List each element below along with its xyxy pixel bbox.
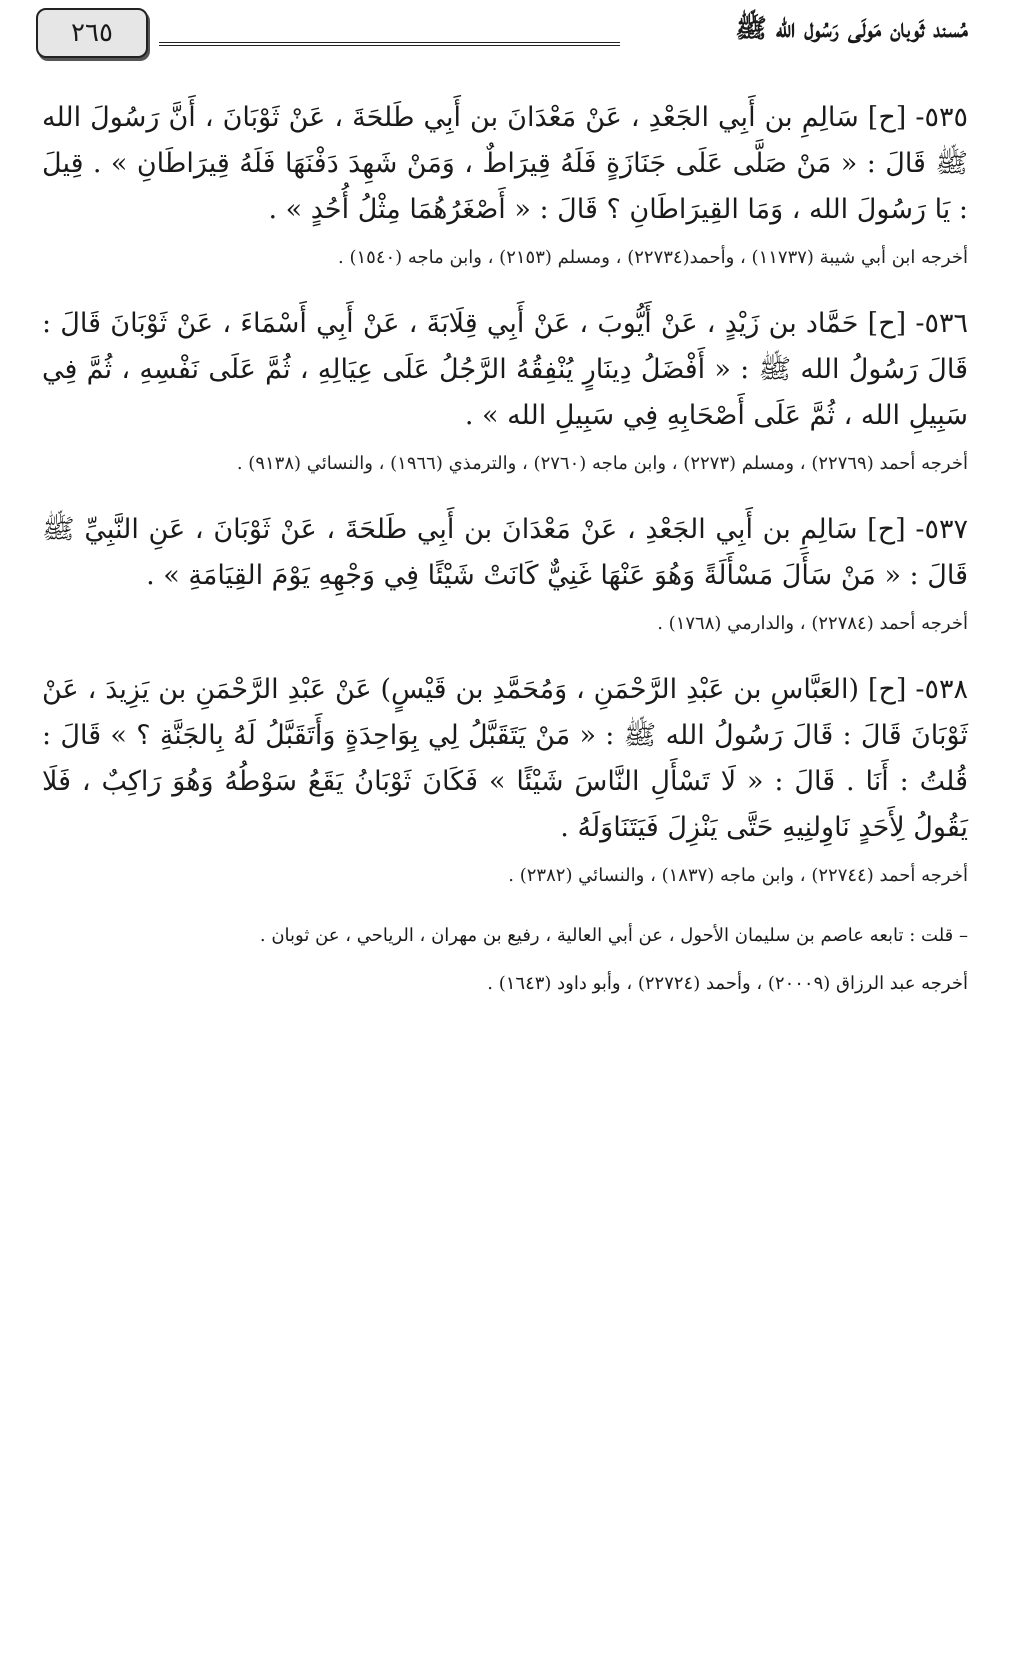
hadith-text: ٥٣٧- [ح] سَالِمِ بن أَبِي الجَعْدِ ، عَنْ مَعْدَانَ بن أَبِي طَلحَةَ ، عَنْ ثَوْبَانَ ، عَنِ النَّبِيِّ ﷺ قَالَ : « مَنْ سَأَلَ مَسْأَلَةً وَهُوَ عَنْهَا غَنِيٌّ كَانَتْ شَيْئًا فِي وَجْهِهِ يَوْمَ القِيَامَةِ » .	[42, 514, 969, 591]
hadith-text: ٥٣٥- [ح] سَالِمِ بن أَبِي الجَعْدِ ، عَنْ مَعْدَانَ بن أَبِي طَلحَةَ ، عَنْ ثَوْبَانَ ، أَنَّ رَسُولَ الله ﷺ قَالَ : « مَنْ صَلَّى عَلَى جَنَازَةٍ فَلَهُ قِيرَاطٌ ، وَمَنْ شَهِدَ دَفْنَهَا فَلَهُ قِيرَاطَانِ » . قِيلَ : يَا رَسُولَ الله ، وَمَا القِيرَاطَانِ ؟ قَالَ : « أَصْغَرُهُمَا مِثْلُ أُحُدٍ » .	[42, 102, 968, 225]
hadith-text: ٥٣٨- [ح] (العَبَّاسِ بن عَبْدِ الرَّحْمَنِ ، وَمُحَمَّدِ بن قَيْسٍ) عَنْ عَبْدِ الرَّحْمَنِ بن يَزِيدَ ، عَنْ ثَوْبَانَ قَالَ : قَالَ رَسُولُ الله ﷺ : « مَنْ يَتَقَبَّلُ لِي بِوَاحِدَةٍ وَأَتَقَبَّلُ لَهُ بِالجَنَّةِ ؟ » قَالَ : قُلتُ : أَنَا . قَالَ : « لَا تَسْأَلِ النَّاسَ شَيْئًا » فَكَانَ ثَوْبَانُ يَقَعُ سَوْطُهُ وَهُوَ رَاكِبٌ ، فَلَا يَقُولُ لِأَحَدٍ نَاوِلنِيهِ حَتَّى يَنْزِلَ فَيَتَنَاوَلَهُ .	[42, 674, 968, 843]
hadith-entry-538	[42, 667, 968, 893]
page-content	[42, 95, 968, 1001]
author-note: – قلت : تابعه عاصم بن سليمان الأحول ، عن أبي العالية ، رفيع بن مهران ، الرياحي ، عن ثوبان .	[259, 925, 968, 946]
hadith-entry-535	[42, 95, 968, 275]
final-takhrij: أخرجه عبد الرزاق (٢٠٠٠٩) ، وأحمد (٢٢٧٢٤) ، وأبو داود (١٦٤٣) .	[487, 973, 968, 994]
hadith-takhrij: أخرجه ابن أبي شيبة (١١٧٣٧) ، وأحمد(٢٢٧٣٤) ، ومسلم (٢١٥٣) ، وابن ماجه (١٥٤٠) .	[338, 247, 968, 268]
page-number: ٢٦٥	[36, 8, 148, 58]
page-title: مُسند ثَوبان مَولَى رَسُول الله ﷺ	[735, 14, 968, 44]
hadith-entry-537	[42, 507, 968, 641]
hadith-takhrij: أخرجه أحمد (٢٢٧٨٤) ، والدارمي (١٧٦٨) .	[657, 613, 968, 634]
hadith-entry-536	[42, 301, 968, 481]
hadith-takhrij: أخرجه أحمد (٢٢٧٦٩) ، ومسلم (٢٢٧٣) ، وابن ماجه (٢٧٦٠) ، والترمذي (١٩٦٦) ، والنسائي (٩١٣٨) .	[236, 453, 968, 474]
header-divider	[159, 42, 620, 48]
hadith-text: ٥٣٦- [ح] حَمَّاد بن زَيْدٍ ، عَنْ أَيُّوبَ ، عَنْ أَبِي قِلَابَةَ ، عَنْ أَبِي أَسْمَاءَ ، عَنْ ثَوْبَانَ قَالَ : قَالَ رَسُولُ الله ﷺ : « أَفْضَلُ دِينَارٍ يُنْفِقُهُ الرَّجُلُ عَلَى عِيَالِهِ ، ثُمَّ عَلَى نَفْسِهِ ، ثُمَّ فِي سَبِيلِ الله ، ثُمَّ عَلَى أَصْحَابِهِ فِي سَبِيلِ الله » .	[42, 308, 968, 431]
hadith-takhrij: أخرجه أحمد (٢٢٧٤٤) ، وابن ماجه (١٨٣٧) ، والنسائي (٢٣٨٢) .	[508, 865, 968, 886]
page-header	[36, 8, 968, 58]
